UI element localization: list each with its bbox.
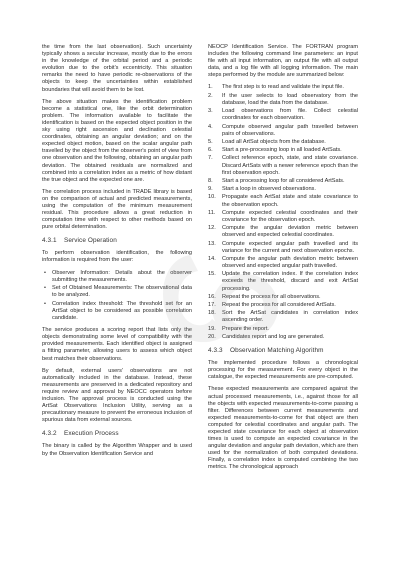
step-item	[208, 271, 358, 292]
step-item	[208, 334, 358, 341]
step-number: 6.	[208, 147, 213, 154]
list-item: • Observer Information: Details about the observer submitting the measurements.	[44, 269, 192, 283]
step-item	[208, 225, 358, 239]
steps-list	[208, 84, 358, 341]
right-column	[208, 44, 358, 477]
section-number: 4.3.3	[208, 347, 223, 355]
paragraph: The implemented procedure follows a chronological processing for the measurement. For every object in the catalogue, the expected measurements are pre-computed.	[208, 360, 358, 381]
step-text: If the user selects to load observatory from the database, load the data from the database.	[222, 92, 358, 106]
step-number: 8.	[208, 177, 213, 184]
step-text: Load observations from file. Collect celestial coordinates for each observation.	[222, 108, 358, 122]
step-number: 14.	[208, 255, 216, 262]
step-item	[208, 186, 358, 193]
step-item	[208, 241, 358, 255]
bullet-icon: •	[44, 269, 46, 276]
step-text: Start a pre-processing loop in all loaded ArtSats.	[222, 147, 342, 154]
step-text: Prepare the report.	[222, 325, 269, 332]
paragraph: The above situation makes the identification problem become a statistical one, like the orbit determination problem. The information available to facilitate the identification is based on the expected object position in the sky using right ascension and declination celestial coordinates, obtaining an angular deviation; and on the expected object motion, based on the scalar angular path travelled by the object from the observer's point of view from one observation and the following, obtaining an angular path deviation. The obtained residuals are normalized and combined into a correlation index as a metric of how distant the true object and the expected one are.	[42, 98, 192, 183]
step-number: 11.	[208, 209, 216, 216]
step-number: 15.	[208, 271, 216, 278]
step-number: 4.	[208, 123, 213, 130]
step-item	[208, 124, 358, 138]
bullet-icon: •	[44, 285, 46, 292]
step-text: Update the correlation index. If the correlation index exceeds the threshold, discard and exit ArtSat processing.	[222, 271, 358, 292]
step-item	[208, 256, 358, 270]
section-number: 4.3.1	[42, 237, 57, 245]
paragraph: The binary is called by the Algorithm Wrapper and is used by the Observation Identification Service and	[42, 443, 192, 457]
step-text: Candidates report and log are generated.	[222, 334, 325, 341]
step-item	[208, 108, 358, 122]
step-item	[208, 294, 358, 301]
section-title: Execution Process	[64, 430, 119, 438]
step-text: Collect reference epoch, state, and state covariance. Discard ArtSats with a newer reference epoch than the first observation epoch.	[222, 155, 358, 176]
step-text: Repeat the process for all observations.	[222, 293, 321, 300]
section-number: 4.3.2	[42, 430, 57, 438]
step-item	[208, 84, 358, 91]
paragraph: The service produces a scoring report that lists only the objects demonstrating some level of compatibility with the provided measurements. Each identified object is assigned a fitting parameter, allowing users to assess which object best matches their observations.	[42, 327, 192, 362]
paragraph: These expected measurements are compared against the actual processed measurements, i.e., against those for all the objects with expected measurements-to-come passing a filter. Differences between current measurements and expected measurements-to-come for that object are then computed for celestial coordinates and angular path. The expected state covariance for each object at observation times is used to compute an expected covariance in the angular deviation and angular path deviation, which are then used for the normalization of both computed deviations. Finally, a correlation index is computed combining the two metrics. The chronological approach	[208, 386, 358, 471]
step-text: Load all ArtSat objects from the database.	[222, 138, 326, 145]
step-text: Repeat the process for all considered ArtSats.	[222, 302, 336, 309]
step-number: 5.	[208, 138, 213, 145]
step-text: Propagate each ArtSat state and state covariance to the observation epoch.	[222, 194, 358, 208]
step-text: The first step is to read and validate the input file.	[222, 84, 344, 91]
step-item	[208, 326, 358, 333]
step-item	[208, 194, 358, 208]
list-item: • Correlation index threshold: The threshold set for an ArtSat object to be considered as possible correlation candidate.	[44, 300, 192, 322]
step-text: Compute expected angular path travelled and its variance for the current and next observation epochs.	[222, 240, 358, 254]
paragraph: the time from the last observation). Such uncertainty typically shows a secular increase, mostly due to the errors in the knowledge of the orbital period and a periodic evolution due to the orbit's eccentricity. This situation remarks the need to have periodic re-observations of the objects to keep the uncertainties within established boundaries that will avoid them to be lost.	[42, 44, 192, 93]
section-title: Service Operation	[64, 237, 117, 245]
step-number: 12.	[208, 225, 216, 232]
paragraph: NEOCP Identification Service. The FORTRAN program includes the following command line parameters: an input file with all input information, an output file with all output data, and a log file with all logging information. The main steps performed by the module are summarized below:	[208, 44, 358, 79]
requirements-list	[42, 270, 192, 323]
step-number: 7.	[208, 155, 213, 162]
step-number: 13.	[208, 240, 216, 247]
step-item	[208, 155, 358, 176]
section-heading-4-3-3	[208, 347, 358, 355]
step-item	[208, 139, 358, 146]
step-number: 1.	[208, 84, 213, 91]
step-number: 2.	[208, 92, 213, 99]
step-number: 9.	[208, 186, 213, 193]
paragraph: By default, external users' observations are not automatically included in the database. Instead, these measurements are preserved in a dedicated repository and require review and approval by NEOCC operators before inclusion. The approval process is conducted using the ArtSat Observations Inclusion Utility, serving as a precautionary measure to prevent the erroneous inclusion of spurious data from external sources.	[42, 367, 192, 424]
bullet-icon: •	[44, 300, 46, 307]
step-number: 19.	[208, 325, 216, 332]
step-number: 20.	[208, 334, 216, 341]
step-number: 16.	[208, 293, 216, 300]
step-item	[208, 302, 358, 309]
section-heading-4-3-1	[42, 237, 192, 245]
step-number: 3.	[208, 108, 213, 115]
section-heading-4-3-2	[42, 430, 192, 438]
section-title: Observation Matching Algorithm	[230, 347, 324, 355]
step-number: 17.	[208, 302, 216, 309]
step-text: Compute the angular path deviation metric between observed and expected angular path travelled.	[222, 255, 358, 270]
step-number: 10.	[208, 194, 216, 201]
paragraph: To perform observation identification, the following information is required from the user:	[42, 250, 192, 264]
left-column	[42, 44, 192, 463]
step-item	[208, 147, 358, 154]
step-item	[208, 210, 358, 224]
step-text: Start a processing loop for all considered ArtSats.	[222, 177, 345, 184]
list-item: • Set of Obtained Measurements: The observational data to be analyzed.	[44, 285, 192, 299]
step-number: 18.	[208, 310, 216, 317]
step-text: Compute the angular deviation metric between observed and expected celestial coordinates.	[222, 225, 358, 239]
step-item	[208, 310, 358, 324]
paragraph: The correlation process included in TRADE library is based on the comparison of actual and predicted measurements, using the computation of the minimum measurement residual. This procedure allows a great reduction in computation time with respect to other methods based on pure orbital determination.	[42, 188, 192, 231]
step-text: Compute observed angular path travelled between pairs of observations.	[222, 123, 358, 137]
step-item	[208, 178, 358, 185]
step-text: Sort the ArtSat candidates in correlation index ascending order.	[222, 310, 358, 324]
step-item	[208, 93, 358, 107]
step-text: Start a loop in observed observations.	[222, 186, 316, 193]
step-text: Compute expected celestial coordinates and their covariance for the observation epoch.	[222, 209, 358, 223]
